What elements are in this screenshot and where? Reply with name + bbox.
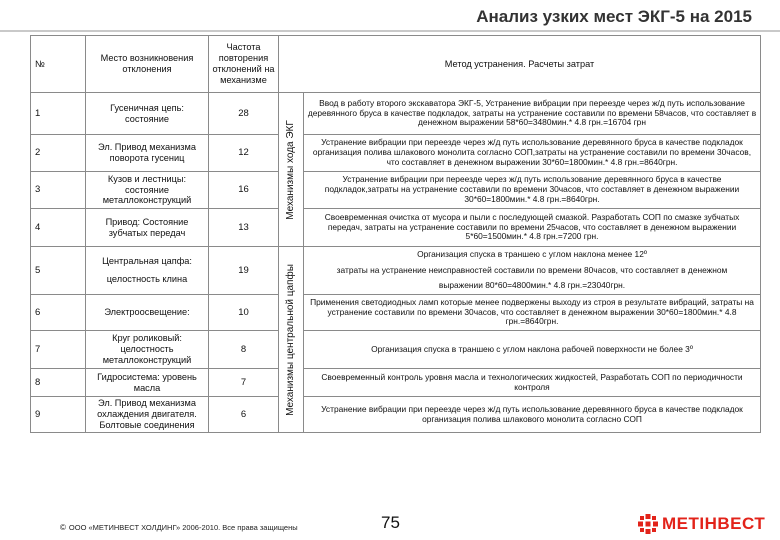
row-place: Привод: Состояние зубчатых передач <box>86 209 209 247</box>
footer <box>0 505 780 540</box>
column-header-num: № <box>31 36 86 93</box>
row-frequency: 10 <box>209 295 279 331</box>
row-method: Устранение вибрации при переезде через ж/д путь использование деревянного бруса в качестве подкладок организация полива шлакового монолита согласно СОП <box>304 397 761 433</box>
column-header-frequency: Частота повторения отклонений на механизме <box>209 36 279 93</box>
row-method: Своевременная очистка от мусора и пыли с последующей смазкой. Разработать СОП по смазке зубчатых передач, затраты на устранение составили по времени 25часов, что составляет в денежном выражении 5*60=1500мин.* 4.8 грн.=7200 грн. <box>304 209 761 247</box>
table-row <box>31 397 761 433</box>
header-bar <box>0 0 780 30</box>
row-num: 2 <box>31 135 86 172</box>
row-method <box>304 247 761 295</box>
row-num: 6 <box>31 295 86 331</box>
row-method: Ввод в работу второго экскаватора ЭКГ-5, Устранение вибрации при переезде через ж/д путь использование деревянного бруса в качестве подкладок, затраты на устранение составили по времени 58часов, что составляет в денежном выражении 58*60=3480мин.* 4.8 грн.=16704 грн <box>304 93 761 135</box>
group-label-travel <box>279 93 304 247</box>
table-row <box>31 93 761 135</box>
row-method-line: затраты на устранение неисправностей составили по времени 80часов, что составляет в денежном <box>336 264 728 275</box>
row-frequency: 16 <box>209 172 279 209</box>
company-logo <box>638 514 765 534</box>
row-frequency: 13 <box>209 209 279 247</box>
table-row <box>31 135 761 172</box>
row-frequency: 6 <box>209 397 279 433</box>
table-header-row <box>31 36 761 93</box>
row-place-line: Центральная цапфа: <box>102 256 192 267</box>
group-label-travel-text: Механизмы хода ЭКГ <box>285 119 297 220</box>
row-method: Устранение вибрации при переезде через ж/д путь использование деревянного бруса в качестве подкладок,затраты на устранение составили по времени 30часов, что составляет в денежном выражении 30*60=1800мин.* 4.8 грн.=8640грн. <box>304 172 761 209</box>
bottleneck-analysis-table <box>30 35 761 433</box>
row-method-line: выражении 80*60=4800мин.* 4.8 грн.=23040грн. <box>438 280 626 291</box>
row-frequency: 7 <box>209 369 279 397</box>
group-label-central-text: Механизмы центральной цапфы <box>285 263 297 416</box>
copyright-notice <box>60 523 298 532</box>
group-label-central <box>279 247 304 433</box>
row-frequency: 28 <box>209 93 279 135</box>
row-place: Гидросистема: уровень масла <box>86 369 209 397</box>
row-place: Электроосвещение: <box>86 295 209 331</box>
table-row <box>31 247 761 295</box>
row-place <box>86 247 209 295</box>
row-num: 7 <box>31 331 86 369</box>
table-row <box>31 331 761 369</box>
row-num: 5 <box>31 247 86 295</box>
table-row <box>31 209 761 247</box>
row-place-line: целостность клина <box>106 274 188 284</box>
row-place: Эл. Привод механизма поворота гусениц <box>86 135 209 172</box>
row-num: 8 <box>31 369 86 397</box>
header-divider <box>0 30 780 32</box>
column-header-place: Место возникновения отклонения <box>86 36 209 93</box>
row-method: Устранение вибрации при переезде через ж/д путь использование деревянного бруса в качестве подкладок организация полива шлакового монолита согласно СОП,затраты на устранение составили по времени 30часов, что составляет в денежном выражении 30*60=1800мин.* 4.8 грн.=8640грн. <box>304 135 761 172</box>
page-number: 75 <box>381 513 400 532</box>
page-title: Анализ узких мест ЭКГ-5 на 2015 <box>476 7 752 26</box>
copyright-icon: © <box>60 523 66 532</box>
row-num: 9 <box>31 397 86 433</box>
row-method: Применения светодиодных ламп которые менее подвержены выходу из строя в результате вибраций, затраты на устранение составили по времени 30часов, что составляет в денежном выражении 30*60=1800мин.* 4.8 грн.=8640грн. <box>304 295 761 331</box>
row-frequency: 19 <box>209 247 279 295</box>
row-num: 3 <box>31 172 86 209</box>
copyright-text: ООО «МЕТИНВЕСТ ХОЛДИНГ» 2006-2010. Все права защищены <box>68 523 298 532</box>
row-method: Организация спуска в траншею с углом наклона рабочей поверхности не более 3º <box>304 331 761 369</box>
row-frequency: 12 <box>209 135 279 172</box>
row-place: Гусеничная цепь: состояние <box>86 93 209 135</box>
row-place: Круг роликовый: целостность металлоконструкций <box>86 331 209 369</box>
table-row <box>31 369 761 397</box>
metinvest-cross-logo-icon <box>638 514 658 534</box>
column-header-method: Метод устранения. Расчеты затрат <box>279 36 761 93</box>
table-row <box>31 172 761 209</box>
table-row <box>31 295 761 331</box>
row-num: 1 <box>31 93 86 135</box>
row-place: Кузов и лестницы: состояние металлоконструкций <box>86 172 209 209</box>
row-frequency: 8 <box>209 331 279 369</box>
row-method: Своевременный контроль уровня масла и технологических жидкостей, Разработать СОП по периодичности контроля <box>304 369 761 397</box>
row-num: 4 <box>31 209 86 247</box>
logo-text: МЕТІНВЕСТ <box>662 514 766 533</box>
row-place: Эл. Привод механизма охлаждения двигателя. Болтовые соединения <box>86 397 209 433</box>
row-method-line: Организация спуска в траншею с углом наклона менее 12º <box>417 248 647 259</box>
